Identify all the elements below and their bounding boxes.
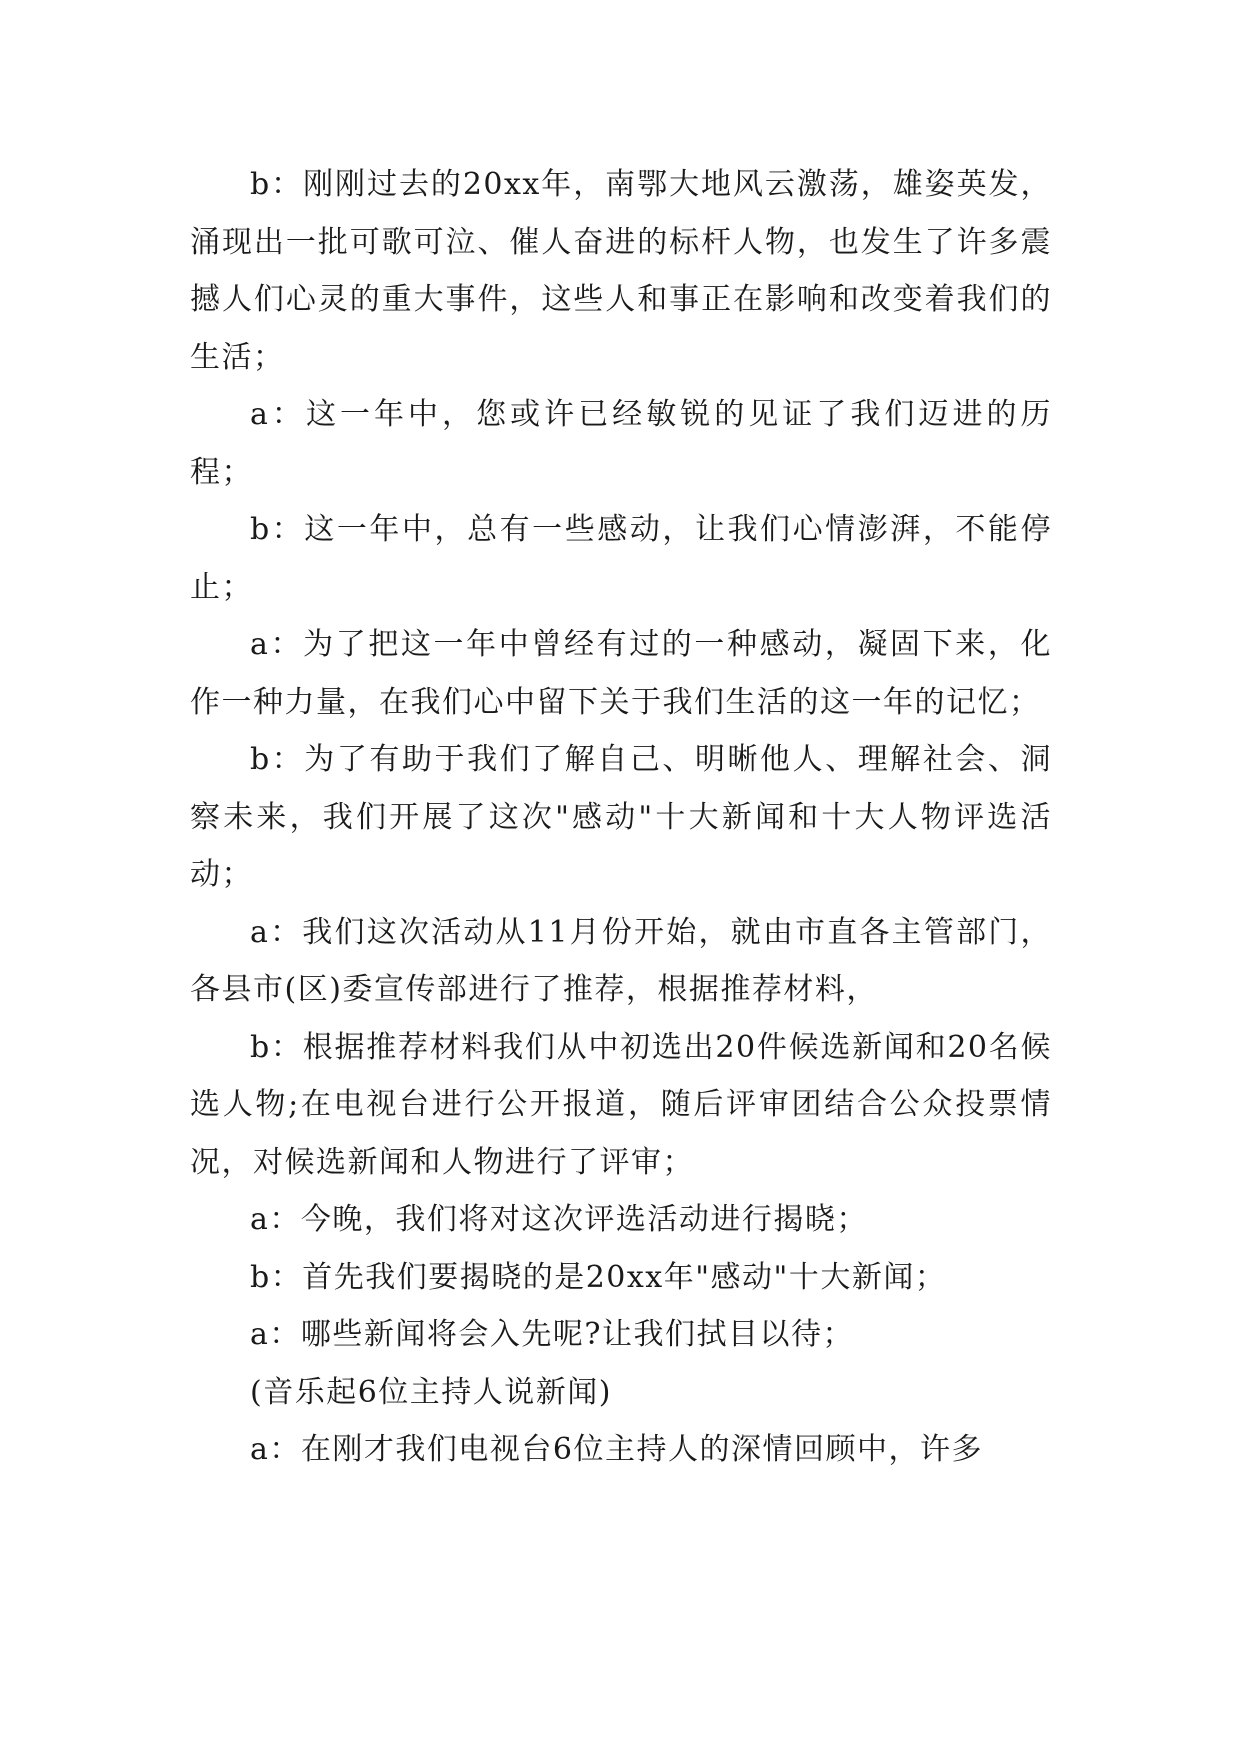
paragraph: b：这一年中，总有一些感动，让我们心情澎湃，不能停止； <box>190 512 1052 605</box>
paragraph: a：哪些新闻将会入先呢?让我们拭目以待； <box>250 1317 854 1352</box>
document-body <box>190 156 1052 1479</box>
paragraph: a：在刚才我们电视台6位主持人的深情回顾中，许多 <box>250 1432 983 1467</box>
paragraph: a：这一年中，您或许已经敏锐的见证了我们迈进的历程； <box>190 397 1052 490</box>
paragraph: a：今晚，我们将对这次评选活动进行揭晓； <box>250 1202 868 1237</box>
paragraph: a：我们这次活动从11月份开始，就由市直各主管部门，各县市(区)委宣传部进行了推荐，根据推荐材料， <box>190 914 1052 1007</box>
paragraph: b：刚刚过去的20xx年，南鄂大地风云激荡，雄姿英发，涌现出一批可歌可泣、催人奋进的标杆人物，也发生了许多震撼人们心灵的重大事件，这些人和事正在影响和改变着我们的生活； <box>190 167 1052 375</box>
paragraph: a：为了把这一年中曾经有过的一种感动，凝固下来，化作一种力量，在我们心中留下关于我们生活的这一年的记忆； <box>190 627 1052 720</box>
paragraph: b：根据推荐材料我们从中初选出20件候选新闻和20名候选人物;在电视台进行公开报道，随后评审团结合公众投票情况，对候选新闻和人物进行了评审； <box>190 1029 1052 1180</box>
paragraph: (音乐起6位主持人说新闻) <box>250 1374 612 1410</box>
paragraph: b：首先我们要揭晓的是20xx年"感动"十大新闻； <box>250 1259 947 1295</box>
paragraph: b：为了有助于我们了解自己、明晰他人、理解社会、洞察未来，我们开展了这次"感动"十大新闻和十大人物评选活动； <box>190 742 1052 892</box>
